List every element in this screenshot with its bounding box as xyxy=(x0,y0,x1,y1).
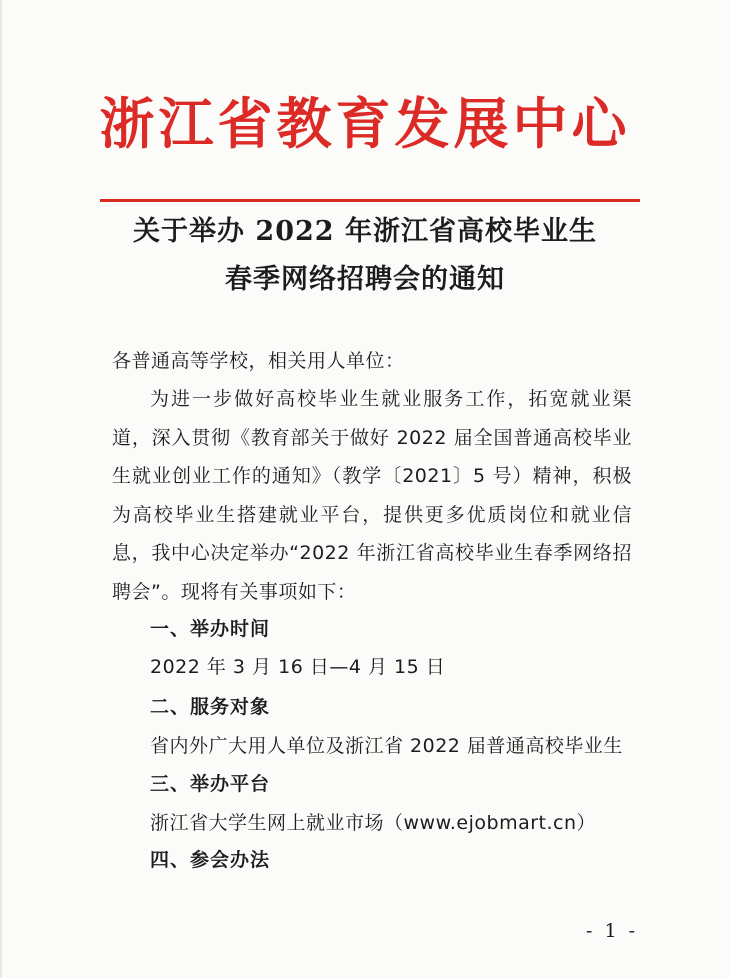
notice-title-line-1: 关于举办 2022 年浙江省高校毕业生 xyxy=(133,216,597,247)
section-heading-time: 一、举办时间 xyxy=(150,618,271,640)
intro-paragraph: 为进一步做好高校毕业生就业服务工作，拓宽就业渠道，深入贯彻《教育部关于做好 2022 届全国普通高校毕业生就业创业工作的通知》（教学〔2021〕5 号）精神，积极为高校毕业生搭建就业平台，提供更多优质岗位和就业信息，我中心决定举办“2022 年浙江省高校毕业生春季网络招聘会”。现将有关事项如下： xyxy=(112,388,632,603)
salutation: 各普通高等学校，相关用人单位： xyxy=(112,350,405,372)
section-content-time: 2022 年 3 月 16 日—4 月 15 日 xyxy=(150,656,446,678)
issuer-masthead: 浙江省教育发展中心 xyxy=(99,91,631,156)
red-divider-line xyxy=(100,199,640,202)
section-heading-audience: 二、服务对象 xyxy=(150,696,271,718)
section-heading-participation: 四、参会办法 xyxy=(150,849,271,871)
section-content-platform: 浙江省大学生网上就业市场（www.ejobmart.cn） xyxy=(150,812,597,834)
page-number: - 1 - xyxy=(585,920,638,942)
notice-title-line-2: 春季网络招聘会的通知 xyxy=(225,264,505,295)
section-content-audience: 省内外广大用人单位及浙江省 2022 届普通高校毕业生 xyxy=(150,735,623,757)
section-heading-platform: 三、举办平台 xyxy=(150,773,271,795)
